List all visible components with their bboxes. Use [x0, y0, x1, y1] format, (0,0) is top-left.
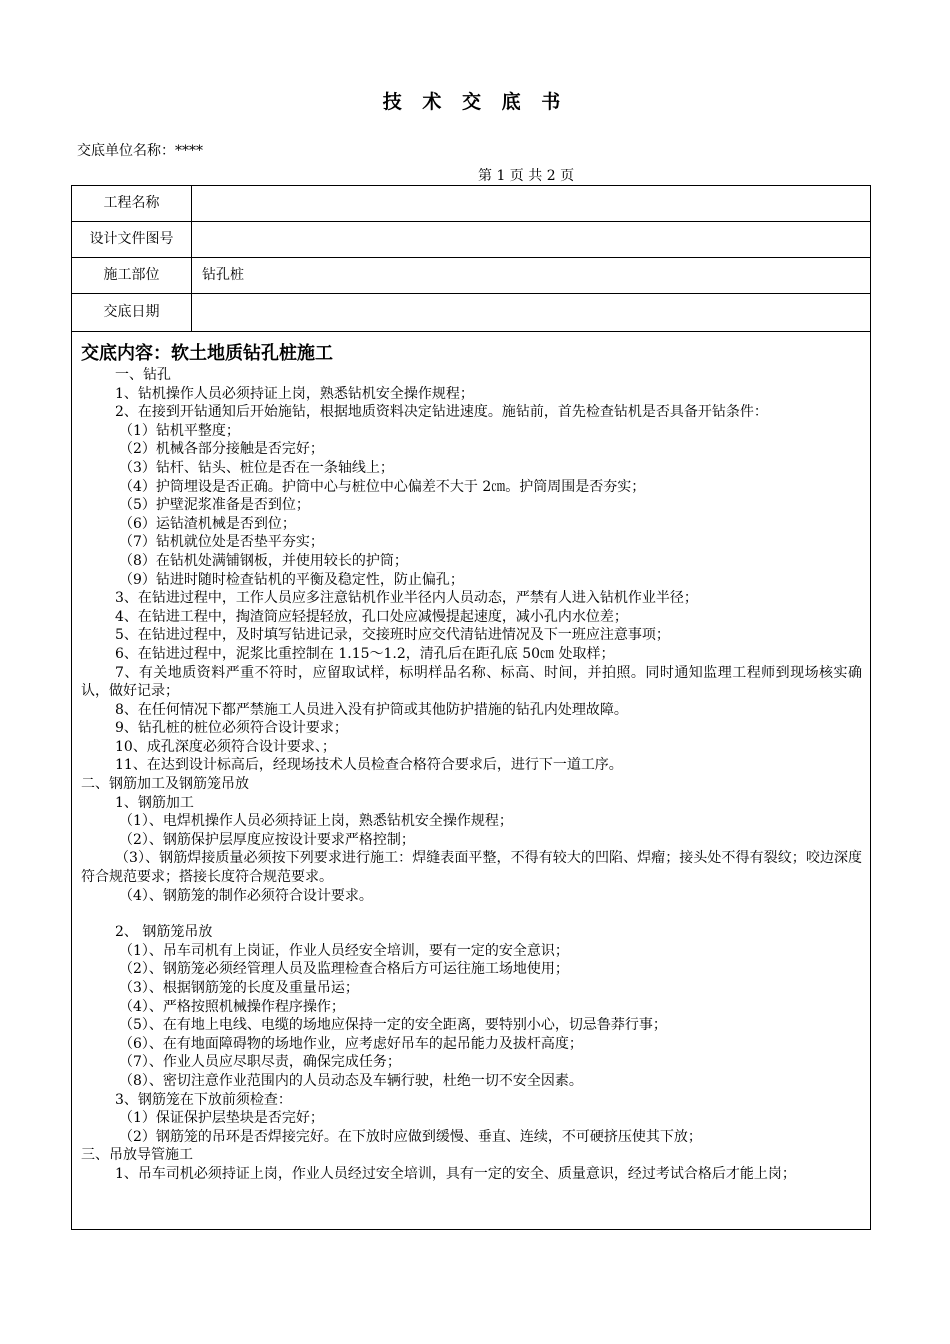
content-line: 7、有关地质资料严重不符时，应留取试样，标明样品名称、标高、时间，并拍照。同时通知监理工程师到现场核实确认，做好记录；	[81, 664, 862, 700]
content-line: （5）护壁泥浆准备是否到位；	[119, 497, 310, 514]
content-line: （8）、密切注意作业范围内的人员动态及车辆行驶，杜绝一切不安全因素。	[119, 1072, 583, 1089]
content-line: （7）、作业人员应尽职尽责，确保完成任务；	[119, 1054, 401, 1071]
content-line: （9）钻进时随时检查钻机的平衡及稳定性，防止偏孔；	[119, 571, 464, 588]
info-value: 钻孔桩	[202, 267, 244, 283]
document-title: 技 术 交 底 书	[382, 91, 568, 113]
content-line: （1）、电焊机操作人员必须持证上岗，熟悉钻机安全操作规程；	[119, 813, 513, 830]
content-line: （1）、吊车司机有上岗证，作业人员经安全培训，要有一定的安全意识；	[119, 942, 569, 959]
content-line: （2）机械各部分接触是否完好；	[119, 441, 324, 458]
info-row-drawing	[72, 222, 870, 258]
unit-name: 交底单位名称：****	[77, 143, 203, 159]
content-line: （7）钻机就位处是否垫平夯实；	[119, 534, 324, 551]
content-line: 6、在钻进过程中，泥浆比重控制在 1.15～1.2，清孔后在距孔底 50㎝ 处取样；	[115, 645, 615, 662]
content-line: 一、钻孔	[115, 367, 171, 383]
info-label: 交底日期	[72, 294, 192, 331]
content-line: （3）、钢筋焊接质量必须按下列要求进行施工：焊缝表面平整，不得有较大的凹陷、焊瘤；接头处不得有裂纹；咬边深度符合规范要求；搭接长度符合规范要求。	[81, 850, 862, 886]
info-row-project	[72, 186, 870, 222]
content-line: 3、在钻进过程中，工作人员应多注意钻机作业半径内人员动态，严禁有人进入钻机作业半径；	[115, 590, 698, 607]
content-line: （3）、根据钢筋笼的长度及重量吊运；	[119, 980, 359, 996]
content-line: 1、吊车司机必须持证上岗，作业人员经过安全培训，具有一定的安全、质量意识，经过考试合格后才能上岗；	[115, 1165, 796, 1182]
content-line: 8、在任何情况下都严禁施工人员进入没有护筒或其他防护措施的钻孔内处理故障。	[115, 701, 628, 718]
content-line: （6）运钻渣机械是否到位；	[119, 515, 296, 532]
content-line: 1、钢筋加工	[115, 794, 194, 811]
content-line: （5）、在有地上电线、电缆的场地应保持一定的安全距离，要特别小心，切忌鲁莽行事；	[119, 1017, 667, 1034]
info-row-date	[72, 294, 870, 332]
content-line: 4、在钻进工程中，掏渣筒应轻提轻放，孔口处应减慢提起速度，减小孔内水位差；	[115, 608, 628, 625]
content-line: （1）钻机平整度；	[119, 422, 240, 439]
info-label: 设计文件图号	[72, 222, 192, 257]
page-info: 第 1 页 共 2 页	[478, 168, 575, 184]
content-line: 10、成孔深度必须符合设计要求、；	[115, 738, 336, 755]
info-label: 工程名称	[72, 186, 192, 221]
content-line: 5、在钻进过程中，及时填写钻进记录，交接班时应交代清钻进情况及下一班应注意事项；	[115, 627, 670, 644]
content-line: （4）护筒埋设是否正确。护筒中心与桩位中心偏差不大于 2㎝。护筒周围是否夯实；	[119, 478, 646, 495]
content-line: 2、 钢筋笼吊放	[115, 924, 213, 941]
content-line: 2、在接到开钻通知后开始施钻，根据地质资料决定钻进速度。施钻前，首先检查钻机是否具备开钻条件：	[115, 404, 768, 421]
content-line: （2）、钢筋笼必须经管理人员及监理检查合格后方可运往施工场地使用；	[119, 961, 569, 978]
info-row-location	[72, 258, 870, 294]
content-line: （3）钻杆、钻头、桩位是否在一条轴线上；	[119, 459, 394, 476]
content-line: （1）保证保护层垫块是否完好；	[119, 1110, 324, 1127]
content-line: 1、钻机操作人员必须持证上岗，熟悉钻机安全操作规程；	[115, 385, 474, 402]
content-title: 交底内容：软土地质钻孔桩施工	[81, 343, 333, 364]
content-line: 3、钢筋笼在下放前须检查：	[115, 1091, 292, 1108]
content-line: 三、吊放导管施工	[81, 1147, 193, 1164]
content-line: 9、钻孔桩的桩位必须符合设计要求；	[115, 720, 348, 737]
content-line: （8）在钻机处满铺钢板，并使用较长的护筒；	[119, 552, 408, 569]
content-line: （2）、钢筋保护层厚度应按设计要求严格控制；	[119, 831, 415, 848]
content-section	[72, 334, 870, 1184]
content-line: （4）、钢筋笼的制作必须符合设计要求。	[119, 887, 373, 904]
content-line: （2）钢筋笼的吊环是否焊接完好。在下放时应做到缓慢、垂直、连续，不可硬挤压使其下放；	[119, 1128, 702, 1145]
disclosure-sheet	[71, 185, 871, 1230]
content-line: （4）、严格按照机械操作程序操作；	[119, 998, 345, 1015]
content-line: 二、钢筋加工及钢筋笼吊放	[81, 776, 249, 793]
content-line: 11、在达到设计标高后，经现场技术人员检查合格符合要求后，进行下一道工序。	[115, 757, 623, 774]
content-line: （6）、在有地面障碍物的场地作业，应考虑好吊车的起吊能力及拔杆高度；	[119, 1035, 583, 1052]
info-label: 施工部位	[72, 258, 192, 293]
